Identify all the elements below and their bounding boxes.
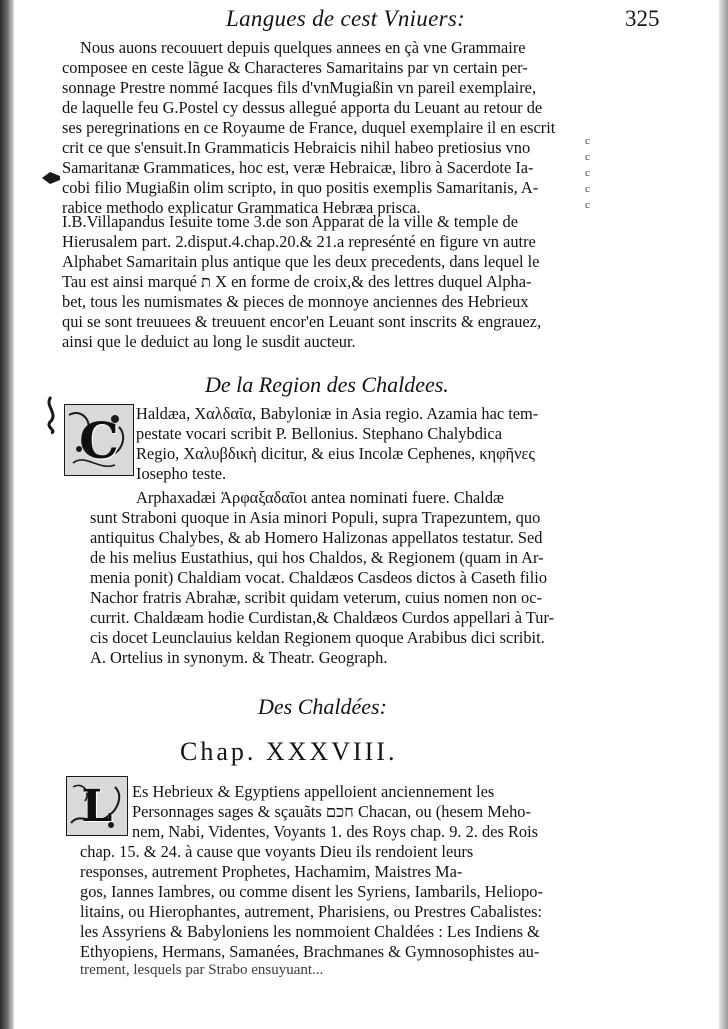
text-line: cis docet Leunclauius keldan Regionem quoque Arabibus dici scribit. [90,628,545,647]
text-line: A. Ortelius in synonym. & Theatr. Geograph. [90,648,388,667]
ornament-icon [40,395,62,435]
page-header [0,6,728,38]
text-line: nem, Nabi, Videntes, Voyants 1. des Roys chap. 9. 2. des Rois [132,822,539,841]
text-line: Arphaxadæi Ἀρφαξαδαῖοι antea nominati fuere. Chaldæ [136,488,504,507]
text-line: pestate vocari scribit P. Bellonius. Stephano Chalybdica [136,424,502,443]
text-line: Samaritanæ Grammatices, hoc est, veræ Hebraicæ, libro à Sacerdote Ia- [62,158,534,177]
binding-gutter-left [0,0,14,1029]
text-line: les Assyriens & Babyloniens les nommoient Chaldées : Les Indiens & [80,922,540,941]
text-line: Tau est ainsi marqué ת X en forme de croix,& des lettres duquel Alpha- [62,272,532,291]
text-line: de his melius Eustathius, qui hos Chaldos, & Regionem (quam in Ar- [90,548,544,567]
text-line: I.B.Villapandus Iesuite tome 3.de son Apparat de la ville & temple de [62,212,519,231]
section-heading-region: De la Region des Chaldees. [205,372,449,397]
text-line: bet, tous les numismates & pieces de monnoye anciennes des Hebrieux [62,292,529,311]
chapter-heading: Chap. XXXVIII. [180,737,398,766]
text-line: antiquitus Chalybes, & ab Homero Halizonas appellatos testatur. Sed [90,528,543,547]
manicule-icon [40,168,62,188]
text-line: litains, ou Hierophantes, autrement, Pharisiens, ou Prestres Cabalistes: [80,902,543,921]
dropcap-c [64,404,134,476]
text-line: Alphabet Samaritain plus antique que les deux precedents, dans lequel le [62,252,540,271]
text-line: qui se sont treuuees & treuuent encor'en Leuant sont inscrits & engrauez, [62,312,542,331]
text-line: Nous auons recouuert depuis quelques annees en çà vne Grammaire [80,38,526,57]
text-line: cobi filio Mugiaßin olim scripto, in quo positis exemplis Samaritanis, A- [62,178,539,197]
text-line: Regio, Χαλυβδικὴ dicitur, & eius Incolæ Cephenes, κηφῆνες [136,444,535,463]
text-line-cut: trement, lesquels par Strabo ensuyuant... [80,962,324,978]
page-number: 325 [625,6,660,31]
margin-note: c [585,151,590,163]
text-line: ainsi que le deduict au long le susdit aucteur. [62,332,356,351]
text-line: rabice methodo explicatur Grammatica Hebræa prisca. [62,198,421,217]
text-line: de laquelle feu G.Postel cy dessus allegué apporta du Leuant au retour de [62,98,543,117]
text-line: Nachor fratris Abrahæ, scribit quidam veterum, cuius nomen non oc- [90,588,542,607]
running-title: Langues de cest Vniuers: [226,6,466,31]
dropcap-letter: L [81,780,113,832]
section-heading-des-chaldees: Des Chaldées: [258,694,387,719]
text-line: sunt Straboni quoque in Asia minori Populi, supra Trapezuntem, quo [90,508,541,527]
page-edge-right [719,0,728,1029]
text-line: Haldæa, Χαλδαῖα, Babyloniæ in Asia regio. Azamia hac tem- [136,404,539,423]
text-line: gos, Iannes Iambres, ou comme disent les Syriens, Iambarils, Heliopo- [80,882,543,901]
margin-note: c [585,183,590,195]
text-line: currit. Chaldæam hodie Curdistan,& Chaldæos Curdos appellari à Tur- [90,608,555,627]
text-line: responses, autrement Prophetes, Hachamim, Maistres Ma- [80,862,463,881]
margin-note: c [585,135,590,147]
text-line: Personnages sages & sçauãts חכם Chacan, ou (hesem Meho- [132,802,531,821]
text-line: sonnage Prestre nommé Iacques fils d'vnMugiaßin vn pareil exemplaire, [62,78,537,97]
text-line: chap. 15. & 24. à cause que voyants Dieu ils rendoient leurs [80,842,474,861]
text-line: Iosepho teste. [136,464,227,483]
text-line: composee en ceste lãgue & Characteres Samaritains par vn certain per- [62,58,528,77]
margin-note: c [585,199,590,211]
text-line: Hierusalem part. 2.disput.4.chap.20.& 21.a represénté en figure vn autre [62,232,536,251]
dropcap-l [66,776,128,836]
margin-note: c [585,167,590,179]
text-line: menia ponit) Chaldiam vocat. Chaldæos Casdeos dictos à Caseth filio [90,568,548,587]
text-line: crit ce que s'ensuit.In Grammaticis Hebraicis nihil habeo pretiosius vno [62,138,531,157]
dropcap-letter: C [79,410,119,470]
text-line: Es Hebrieux & Egyptiens appelloient anciennement les [132,782,495,801]
text-line: Ethyopiens, Hermans, Samanées, Brachmanes & Gymnosophistes au- [80,942,540,961]
text-line: ses peregrinations en ce Royaume de France, duquel exemplaire il en escrit [62,118,556,137]
